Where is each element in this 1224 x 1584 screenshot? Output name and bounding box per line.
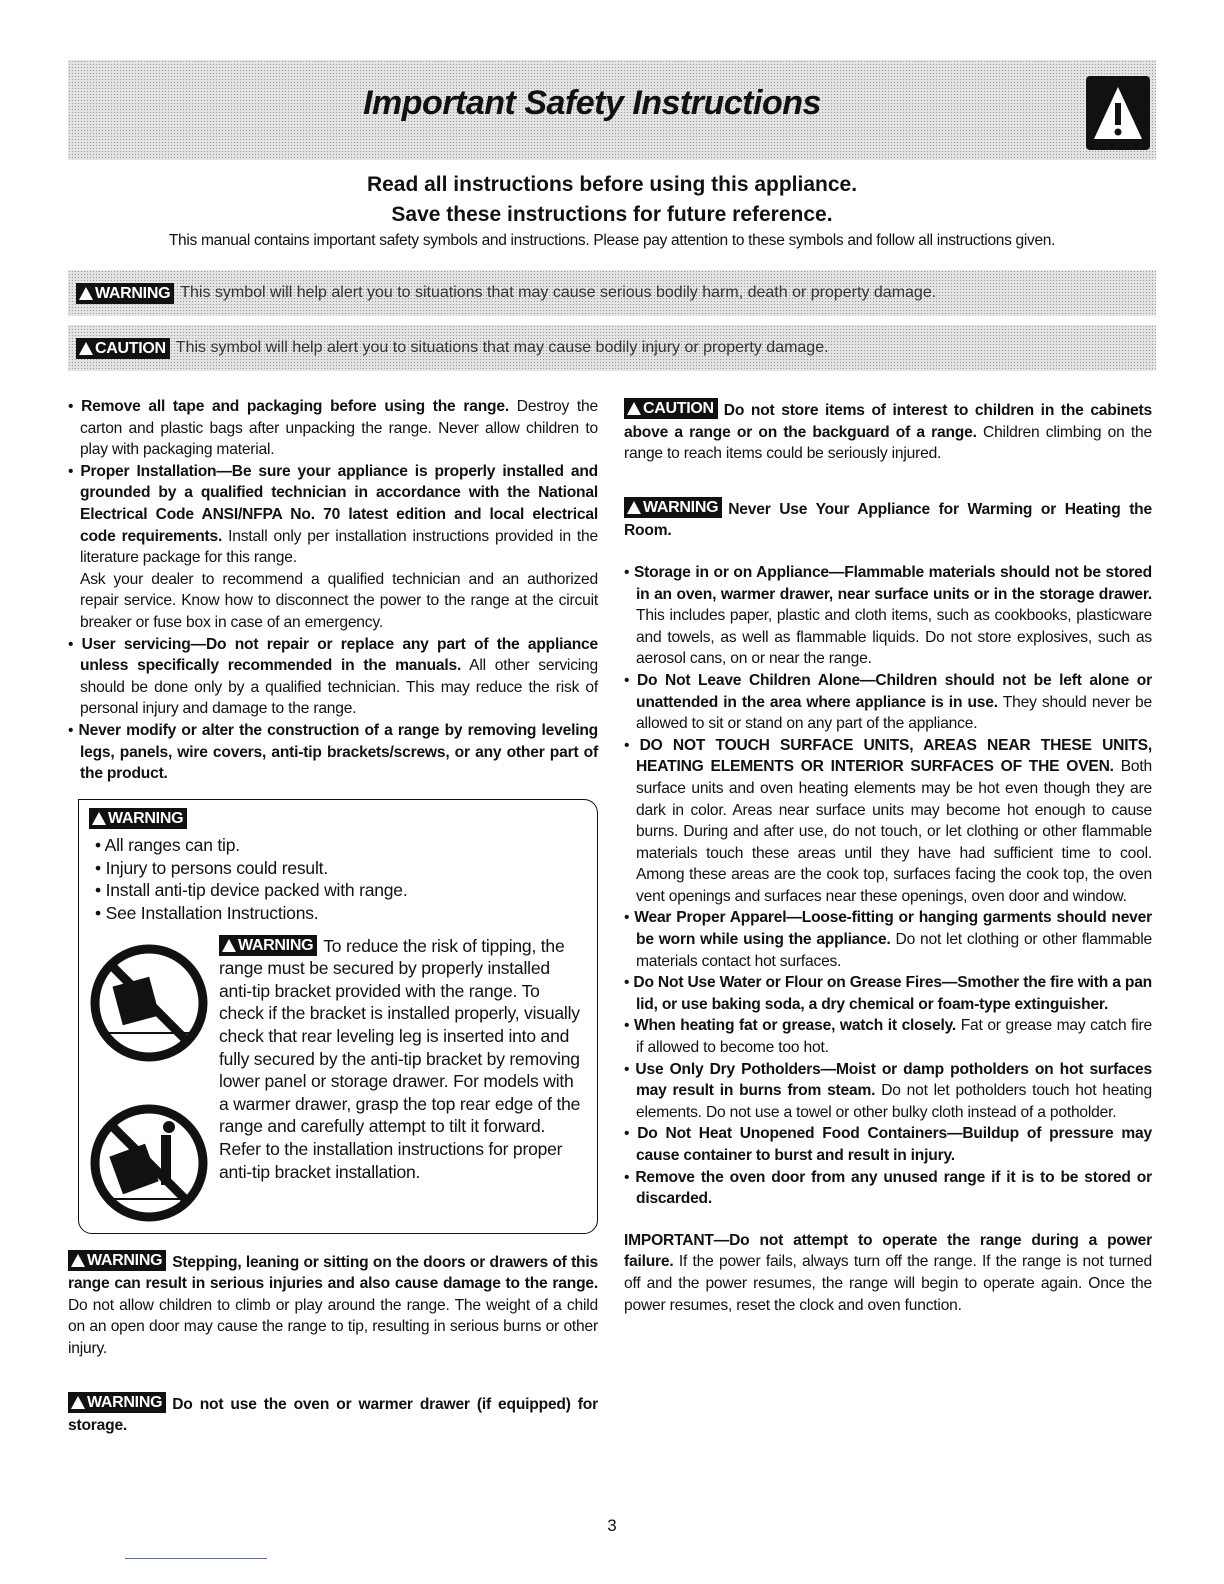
anti-tip-text: WARNING To reduce the risk of tipping, the range must be secured by properly installed anti-tip bracket provided with the range. To check if the bracket is installed properly, visually check that rear leveling leg is inserted into and fully secured by the anti-tip bracket by removing lower panel or storage drawer. For models with a warmer drawer, grasp the top rear edge of the range and carefully attempt to tilt it forward. Refer to the installation instructions for proper anti-tip bracket installation. (219, 935, 581, 1182)
list-item: Ask your dealer to recommend a qualified technician and an authorized repair service. Know how to disconnect the power to the range at the circuit breaker or fuse box in case of an emergency. (80, 570, 598, 631)
alert-triangle-icon (92, 812, 106, 825)
badge-label: CAUTION (643, 400, 714, 417)
power-failure-note: IMPORTANT—Do not attempt to operate the range during a power failure. If the power fails, always turn off the range. If the range is not turned off and the power resumes, the range will begin to operate again. Once the power resumes, reset the clock and oven function. (624, 1231, 1152, 1314)
warning-badge (219, 935, 317, 956)
alert-triangle-icon (79, 342, 93, 355)
bullet: • Install anti-tip device packed with range. (95, 879, 587, 902)
warning-badge (624, 497, 722, 518)
range-tip-child-icon (89, 943, 209, 1063)
alert-triangle-icon (627, 501, 641, 514)
anti-tip-warning-box (78, 799, 598, 1234)
caution-badge (624, 398, 718, 419)
warning-badge (76, 283, 174, 304)
caution-badge (76, 338, 170, 359)
alert-triangle-icon (627, 402, 641, 415)
bullet: • See Installation Instructions. (95, 902, 587, 925)
badge-label: WARNING (108, 809, 184, 827)
badge-label: WARNING (643, 498, 719, 516)
warning-legend (68, 270, 1156, 316)
bullet: • Injury to persons could result. (95, 857, 587, 880)
alert-triangle-icon (71, 1254, 85, 1267)
warning-heating: WARNING Never Use Your Appliance for Warming or Heating the Room. (624, 498, 1152, 540)
footer-rule (125, 1558, 267, 1559)
list-item: • DO NOT TOUCH SURFACE UNITS, AREAS NEAR THESE UNITS, HEATING ELEMENTS OR INTERIOR SURFACES OF THE OVEN. Both surface units and oven heating elements may be hot even though they are dark in color. Areas near surface units may become hot enough to cause burns. During and after use, do not touch, or let clothing or other flammable materials touch these areas until they have had sufficient time to cool. Among these areas are the cook top, surfaces facing the cook top, the oven vent openings and surfaces near these openings, oven door and window. (624, 736, 1152, 905)
alert-triangle-icon (222, 939, 236, 952)
list-item: • User servicing—Do not repair or replace any part of the appliance unless specifically recommended in the manuals. All other servicing should be done only by a qualified technician. This may reduce the risk of personal injury and damage to the range. (68, 635, 598, 718)
warning-triangle-icon (1086, 76, 1150, 150)
list-item: • Proper Installation—Be sure your appliance is properly installed and grounded by a qualified technician in accordance with the National Electrical Code ANSI/NFPA No. 70 latest edition and local electrical code requirements. Install only per installation instructions provided in the literature package for this range. (68, 462, 598, 567)
page-number: 3 (607, 1516, 617, 1535)
subtitle-read: Read all instructions before using this appliance. (366, 173, 858, 196)
left-column (68, 396, 598, 1437)
list-item: • Never modify or alter the construction of a range by removing leveling legs, panels, wire covers, anti-tip brackets/screws, or any other part of the product. (68, 721, 598, 783)
alert-triangle-icon (71, 1396, 85, 1409)
stepping-warning: WARNING Stepping, leaning or sitting on the doors or drawers of this range can result in serious injuries and also cause damage to the range. Do not allow children to climb or play around the range. The weight of a child on an open door may cause the range to tip, resulting in serious burns or other injury. (68, 1251, 598, 1358)
badge-label: CAUTION (95, 339, 166, 357)
page-title: Important Safety Instructions (363, 84, 821, 122)
bullet: • All ranges can tip. (95, 834, 587, 857)
title-banner (68, 60, 1156, 160)
caution-children: CAUTION Do not store items of interest to children in the cabinets above a range or on the backguard of a range. Children climbing on the range to reach items could be seriously injured. (624, 400, 1153, 463)
warning-badge (89, 808, 187, 829)
list-item: • When heating fat or grease, watch it closely. Fat or grease may catch fire if allowed to become too hot. (624, 1017, 1152, 1057)
intro-text: This manual contains important safety symbols and instructions. Please pay attention to these symbols and follow all instructions given. (168, 232, 1056, 249)
warning-legend-text: This symbol will help alert you to situations that may cause serious bodily harm, death or property damage. (180, 284, 937, 301)
list-item: • Do Not Use Water or Flour on Grease Fires—Smother the fire with a pan lid, or use baking soda, a dry chemical or foam-type extinguisher. (624, 974, 1152, 1013)
list-item: • Storage in or on Appliance—Flammable materials should not be stored in an oven, warmer drawer, near surface units or in the storage drawer. This includes paper, plastic and cloth items, such as cookbooks, plasticware and towels, as well as flammable liquids. Do not store explosives, such as aerosol cans, on or near the range. (624, 563, 1152, 668)
subtitle-save: Save these instructions for future reference. (391, 203, 833, 226)
list-item: • Do Not Heat Unopened Food Containers—Buildup of pressure may cause container to burst and result in injury. (624, 1125, 1152, 1164)
caution-legend-text: This symbol will help alert you to situations that may cause bodily injury or property damage. (175, 339, 829, 356)
list-item: • Wear Proper Apparel—Loose-fitting or hanging garments should never be worn while using the appliance. Do not let clothing or other flammable materials contact hot surfaces. (624, 909, 1152, 970)
list-item: • Do Not Leave Children Alone—Children should not be left alone or unattended in the area where appliance is in use. They should never be allowed to sit or stand on any part of the appliance. (624, 671, 1152, 733)
alert-triangle-icon (79, 287, 93, 300)
caution-legend (68, 325, 1156, 371)
range-tip-adult-icon (89, 1103, 209, 1223)
badge-label: WARNING (238, 936, 314, 954)
storage-warning: WARNING Do not use the oven or warmer drawer (if equipped) for storage. (68, 1393, 598, 1435)
badge-label: WARNING (87, 1251, 163, 1269)
badge-label: WARNING (95, 284, 171, 302)
warning-badge (68, 1250, 166, 1271)
right-column (624, 398, 1152, 1316)
list-item: • Remove the oven door from any unused range if it is to be stored or discarded. (624, 1168, 1152, 1208)
list-item: • Use Only Dry Potholders—Moist or damp potholders on hot surfaces may result in burns from steam. Do not let potholders touch hot heating elements. Do not use a towel or other bulky cloth instead of a potholder. (624, 1060, 1152, 1121)
list-item: • Remove all tape and packaging before using the range. Destroy the carton and plastic bags after unpacking the range. Never allow children to play with packaging material. (68, 398, 598, 459)
warning-badge (68, 1392, 166, 1413)
badge-label: WARNING (87, 1393, 163, 1411)
